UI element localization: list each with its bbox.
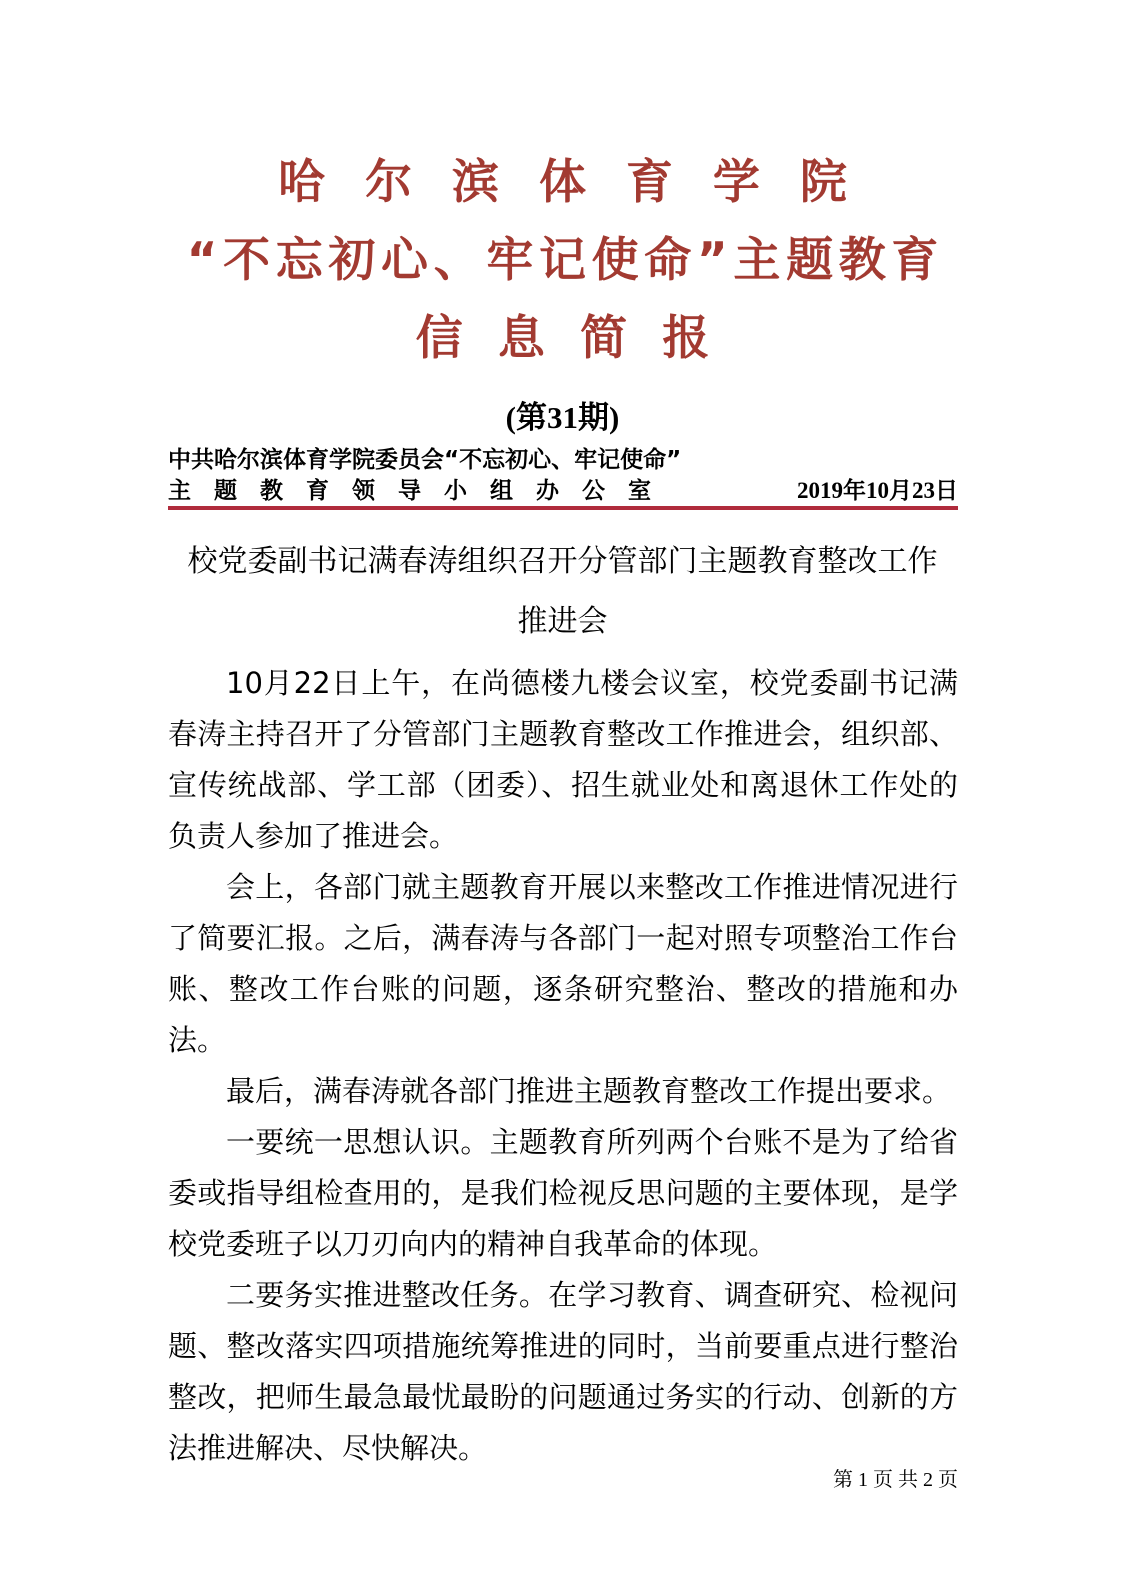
article-body [168,658,958,1474]
issuer-office-line: 主题教育领导小组办公室 [168,478,674,504]
paragraph: 10月22日上午，在尚德楼九楼会议室，校党委副书记满春涛主持召开了分管部门主题教育整改工作推进会，组织部、宣传统战部、学工部（团委）、招生就业处和离退休工作处的负责人参加了推进会。 [168,666,958,853]
paragraph: 二要务实推进整改任务。在学习教育、调查研究、检视问题、整改落实四项措施统筹推进的同时，当前要重点进行整治整改，把师生最急最忧最盼的问题通过务实的行动、创新的方法推进解决、尽快解决。 [168,1278,958,1465]
bulletin-title: 信息简报 [415,311,745,366]
org-title: 哈尔滨体育学院 [278,155,887,210]
article-title [0,532,1125,652]
issue-date: 2019年10月23日 [797,478,958,503]
paragraph: 最后，满春涛就各部门推进主题教育整改工作提出要求。 [226,1074,952,1108]
page-indicator: 第 1 页 共 2 页 [833,1469,958,1491]
paragraph: 一要统一思想认识。主题教育所列两个台账不是为了给省委或指导组检查用的，是我们检视反思问题的主要体现，是学校党委班子以刀刃向内的精神自我革命的体现。 [168,1125,958,1261]
issue-number: (第31期) [505,400,620,435]
masthead-rule [168,506,958,510]
issuer-date-row [168,476,958,506]
issuer-committee-line: 中共哈尔滨体育学院委员会“不忘初心、牢记使命” [168,447,682,473]
campaign-title: “不忘初心、牢记使命”主题教育 [186,233,944,288]
article-title-text: 校党委副书记满春涛组织召开分管部门主题教育整改工作推进会 [187,544,938,639]
paragraph: 会上，各部门就主题教育开展以来整改工作推进情况进行了简要汇报。之后，满春涛与各部门一起对照专项整治工作台账、整改工作台账的问题，逐条研究整治、整改的措施和办法。 [168,870,958,1057]
